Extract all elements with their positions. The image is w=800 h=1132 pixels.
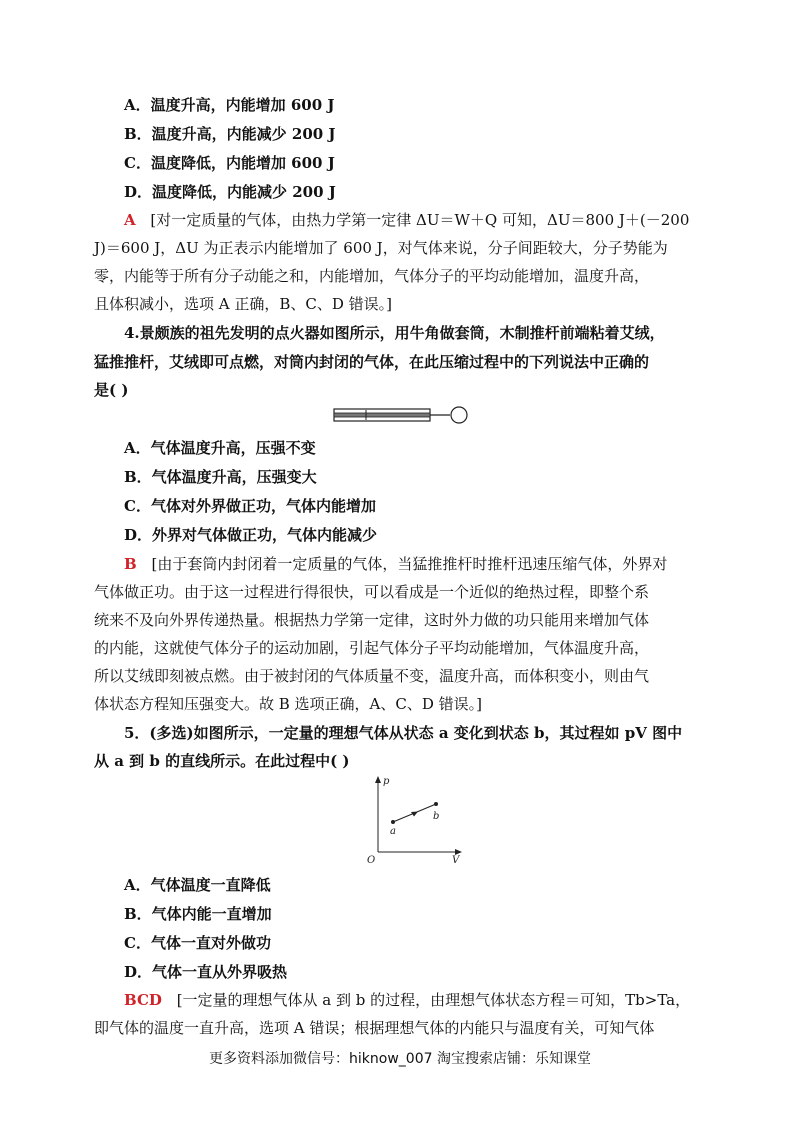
q4-answer-letter: B [124, 555, 137, 573]
q5-option-c: C．气体一直对外做功 [124, 934, 271, 952]
q4-stem-line-2: 猛推推杆，艾绒即可点燃，对筒内封闭的气体，在此压缩过程中的下列说法中正确的 [94, 353, 650, 371]
q3-option-a: A．温度升高，内能增加 600 J [124, 96, 335, 114]
pv-graph [362, 772, 472, 864]
q4-stem-line-1: 4.景颇族的祖先发明的点火器如图所示，用牛角做套筒，木制推杆前端粘着艾绒， [124, 324, 665, 342]
q4-option-b: B．气体温度升高，压强变大 [124, 468, 317, 486]
q4-answer-text-1: [由于套筒内封闭着一定质量的气体，当猛推推杆时推杆迅速压缩气体，外界对 [151, 555, 668, 573]
q4-answer-line-6: 体状态方程知压强变大。故 B 选项正确，A、C、D 错误。] [94, 695, 483, 713]
q5-answer-line-2: 即气体的温度一直升高，选项 A 错误；根据理想气体的内能只与温度有关，可知气体 [94, 1019, 655, 1037]
point-a [391, 820, 395, 824]
p-axis-arrow [375, 776, 381, 783]
q5-stem-line-1: 5．(多选)如图所示，一定量的理想气体从状态 a 变化到状态 b，其过程如 pV 图中 [124, 724, 683, 742]
q5-answer-text-1: [一定量的理想气体从 a 到 b 的过程，由理想气体状态方程＝可知，Tb>Ta， [176, 991, 691, 1009]
q3-answer-line-4: 且体积减小，选项 A 正确，B、C、D 错误。] [94, 295, 393, 313]
q4-answer-line-5: 所以艾绒即刻被点燃。由于被封闭的气体质量不变，温度升高，而体积变小，则由气 [94, 667, 650, 685]
q4-option-a: A．气体温度升高，压强不变 [124, 439, 316, 457]
q4-answer-line-1 [124, 554, 667, 574]
piston-rod [334, 413, 430, 417]
q5-option-b: B．气体内能一直增加 [124, 905, 272, 923]
q3-option-b: B．温度升高，内能减少 200 J [124, 125, 336, 143]
origin-label: O [367, 855, 376, 864]
footer-contact: 更多资料添加微信号：hiknow_007 淘宝搜索店铺：乐知课堂 [209, 1051, 591, 1067]
q4-answer-line-2: 气体做正功。由于这一过程进行得很快，可以看成是一个近似的绝热过程，即整个系 [94, 583, 650, 601]
q5-answer-letter: BCD [124, 991, 162, 1009]
point-a-label: a [390, 826, 396, 837]
q5-option-d: D．气体一直从外界吸热 [124, 963, 288, 981]
v-axis-label: V [452, 855, 460, 864]
piston-handle [451, 407, 467, 423]
q3-answer-letter: A [124, 211, 136, 229]
p-axis-label: p [383, 776, 390, 787]
q5-option-a: A．气体温度一直降低 [124, 876, 271, 894]
q3-answer-line-2: J)＝600 J，ΔU 为正表示内能增加了 600 J，对气体来说，分子间距较大，分子势能为 [94, 239, 668, 257]
q5-stem-line-2: 从 a 到 b 的直线所示。在此过程中( ) [94, 752, 350, 770]
point-b [434, 802, 438, 806]
fire-piston-figure [332, 404, 472, 426]
q5-answer-line-1 [124, 990, 690, 1010]
q3-option-c: C．温度降低，内能增加 600 J [124, 154, 335, 172]
point-b-label: b [433, 811, 440, 822]
q3-answer-line-3: 零，内能等于所有分子动能之和，内能增加，气体分子的平均动能增加，温度升高， [94, 267, 650, 285]
q3-answer-line-1 [124, 210, 689, 230]
q3-answer-text-1: [对一定质量的气体，由热力学第一定律 ΔU＝W＋Q 可知，ΔU＝800 J＋(－200 [150, 211, 690, 229]
q4-answer-line-4: 的内能，这就使气体分子的运动加剧，引起气体分子平均动能增加，气体温度升高， [94, 639, 650, 657]
q4-option-c: C．气体对外界做正功，气体内能增加 [124, 497, 376, 515]
q4-answer-line-3: 统来不及向外界传递热量。根据热力学第一定律，这时外力做的功只能用来增加气体 [94, 611, 650, 629]
q4-stem-line-3: 是( ) [94, 381, 129, 399]
q4-option-d: D．外界对气体做正功，气体内能减少 [124, 526, 378, 544]
q3-option-d: D．温度降低，内能减少 200 J [124, 183, 336, 201]
